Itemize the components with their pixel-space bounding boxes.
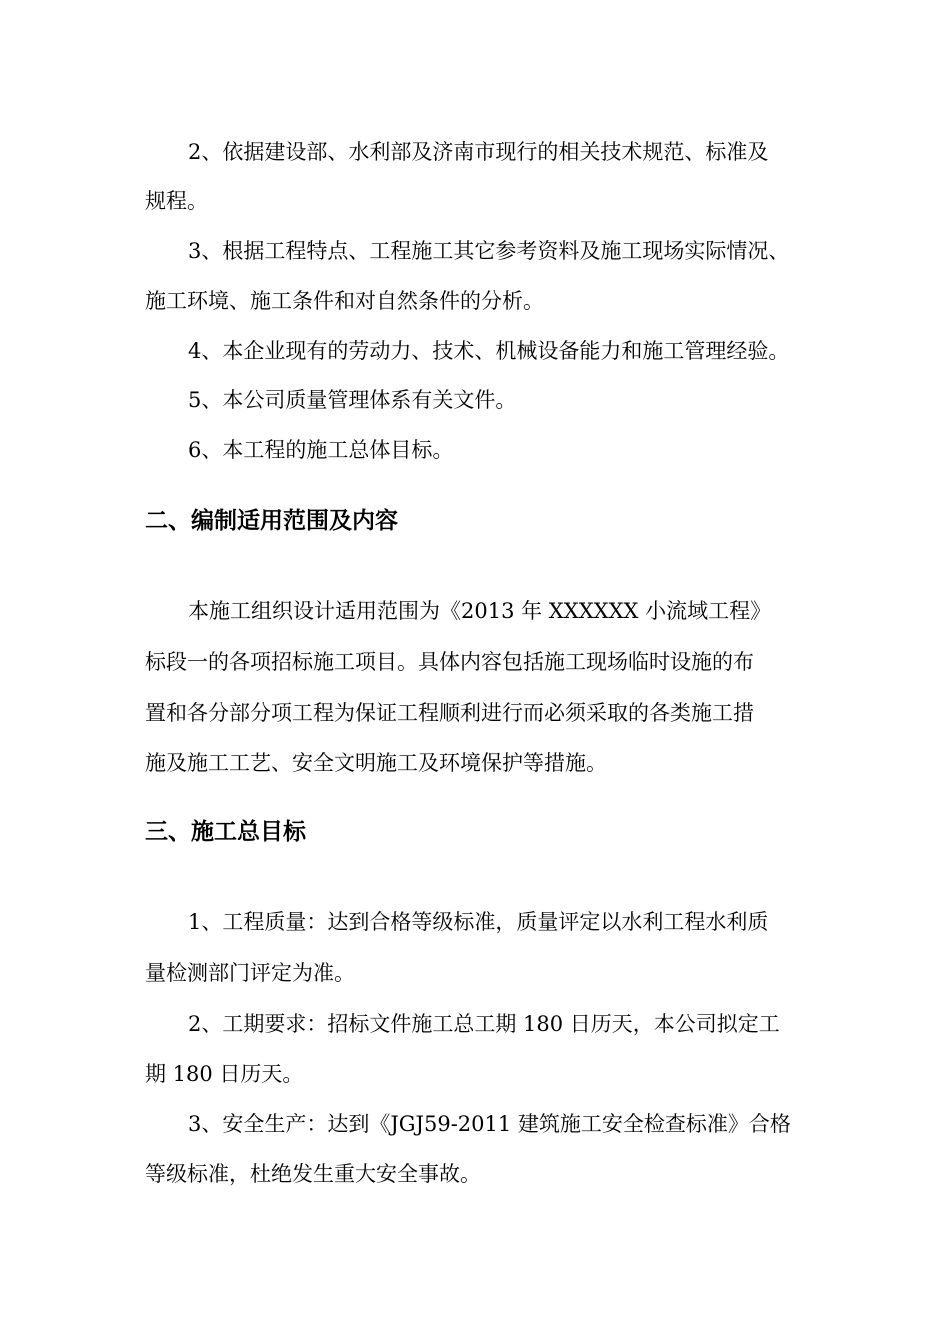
goal-2-line2: 期 180 日历天。	[145, 1062, 304, 1086]
section-3-heading: 三、施工总目标	[145, 819, 306, 845]
goal-3-line2: 等级标准，杜绝发生重大安全事故。	[145, 1162, 481, 1186]
basis-item-3-line1: 3、根据工程特点、工程施工其它参考资料及施工现场实际情况、	[188, 239, 790, 263]
basis-item-2-line1: 2、依据建设部、水利部及济南市现行的相关技术规范、标准及	[188, 140, 769, 164]
basis-item-6: 6、本工程的施工总体目标。	[188, 438, 454, 462]
section-2-line3: 置和各分部分项工程为保证工程顺利进行而必须采取的各类施工措	[145, 701, 754, 725]
goal-2-line1: 2、工期要求：招标文件施工总工期 180 日历天，本公司拟定工	[188, 1012, 780, 1036]
section-2-line4: 施及施工工艺、安全文明施工及环境保护等措施。	[145, 751, 607, 775]
basis-item-2-line2: 规程。	[145, 189, 208, 213]
goal-1-line1: 1、工程质量：达到合格等级标准，质量评定以水利工程水利质	[188, 910, 769, 934]
goal-1-line2: 量检测部门评定为准。	[145, 961, 355, 985]
basis-item-3-line2: 施工环境、施工条件和对自然条件的分析。	[145, 289, 544, 313]
section-2-line1: 本施工组织设计适用范围为《2013 年 XXXXXX 小流域工程》	[188, 599, 772, 623]
goal-3-line1: 3、安全生产：达到《JGJ59-2011 建筑施工安全检查标准》合格	[188, 1112, 791, 1136]
basis-item-5: 5、本公司质量管理体系有关文件。	[188, 388, 517, 412]
section-2-line2: 标段一的各项招标施工项目。具体内容包括施工现场临时设施的布	[145, 650, 754, 674]
section-2-heading: 二、编制适用范围及内容	[145, 508, 398, 534]
basis-item-4: 4、本企业现有的劳动力、技术、机械设备能力和施工管理经验。	[188, 339, 790, 363]
